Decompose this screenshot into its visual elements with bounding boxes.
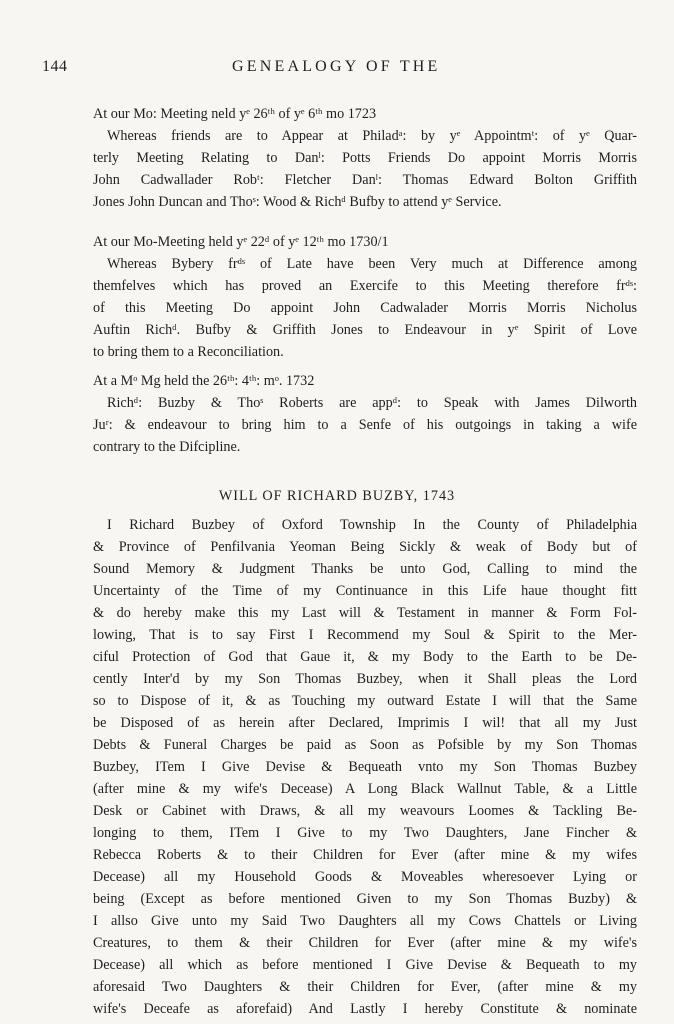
- text-line: Uncertainty of the Time of my Continuance in this Life haue thought fitt: [93, 583, 637, 599]
- minute-heading: At our Mo: Meeting neld yᵉ 26ᵗʰ of yᵉ 6ᵗʰ mo 1723: [93, 106, 377, 122]
- text-line: to bring them to a Reconciliation.: [93, 344, 284, 360]
- text-line: I allso Give unto my Said Two Daughters all my Cows Chattels or Living: [93, 913, 637, 929]
- minute-heading: At a Mᵒ Mg held the 26ᵗʰ: 4ᵗʰ: mᵒ. 1732: [93, 373, 315, 389]
- text-line: Desk or Cabinet with Draws, & all my weavours Loomes & Tackling Be-: [93, 803, 637, 819]
- text-line: Creatures, to them & their Children for Ever (after mine & my wife's: [93, 935, 637, 951]
- text-line: Decease) all my Household Goods & Moveables wheresoever Lying or: [93, 869, 637, 885]
- text-line: Jones John Duncan and Thoˢ: Wood & Richᵈ Bufby to attend yᵉ Service.: [93, 194, 502, 210]
- text-line: & do hereby make this my Last will & Testament in manner & Form Fol-: [93, 605, 637, 621]
- text-line: aforesaid Two Daughters & their Children for Ever, (after mine & my: [93, 979, 637, 995]
- text-line: John Cadwallader Robᵗ: Fletcher Danˡ: Thomas Edward Bolton Griffith: [93, 172, 637, 188]
- minute-entry: [93, 231, 637, 363]
- text-line: cently Inter'd by my Son Thomas Buzbey, when it Shall pleas the Lord: [93, 671, 637, 687]
- text-line: Rebecca Roberts & to their Children for Ever (after mine & my wifes: [93, 847, 637, 863]
- text-line: being (Except as before mentioned Given to my Son Thomas Buzby) &: [93, 891, 637, 907]
- text-line: Juʳ: & endeavour to bring him to a Senfe of his outgoings in taking a wife: [93, 417, 637, 433]
- text-line: (after mine & my wife's Decease) A Long Black Wallnut Table, & a Little: [93, 781, 637, 797]
- text-line: & Province of Penfilvania Yeoman Being Sickly & weak of Body but of: [93, 539, 637, 555]
- minute-heading: At our Mo-Meeting held yᵉ 22ᵈ of yᵉ 12ᵗʰ mo 1730/1: [93, 234, 389, 250]
- text-line: Auftin Richᵈ. Bufby & Griffith Jones to Endeavour in yᵉ Spirit of Love: [93, 322, 637, 338]
- text-line: ciful Protection of God that Gaue it, & my Body to the Earth to be De-: [93, 649, 637, 665]
- text-line: Decease) all which as before mentioned I Give Devise & Bequeath to my: [93, 957, 637, 973]
- text-line: be Disposed of as herein after Declared, Imprimis I wil! that all my Just: [93, 715, 637, 731]
- minute-entry: [93, 103, 637, 213]
- page-header: [0, 58, 674, 80]
- text-line: Buzbey, ITem I Give Devise & Bequeath vnto my Son Thomas Buzbey: [93, 759, 637, 775]
- will-text: [93, 514, 637, 1020]
- text-line: longing to them, ITem I Give to my Two Daughters, Jane Fincher &: [93, 825, 637, 841]
- text-line: of this Meeting Do appoint John Cadwalader Morris Morris Nicholus: [93, 300, 637, 316]
- text-line: contrary to the Difcipline.: [93, 439, 241, 455]
- text-line: lowing, That is to say First I Recommend my Soul & Spirit to the Mer-: [93, 627, 637, 643]
- page-number: 144: [42, 58, 68, 75]
- text-line: Whereas friends are to Appear at Philadᵃ: by yᵉ Appointmᵗ: of yᵉ Quar-: [107, 128, 637, 144]
- text-line: themfelves which has proved an Exercife to this Meeting therefore frᵈˢ:: [93, 278, 637, 294]
- text-line: Richᵈ: Buzby & Thoˢ Roberts are appᵈ: to Speak with James Dilworth: [107, 395, 637, 411]
- minute-entry: [93, 370, 637, 458]
- running-head: GENEALOGY OF THE: [232, 58, 441, 75]
- text-line: Debts & Funeral Charges be paid as Soon as Pofsible by my Son Thomas: [93, 737, 637, 753]
- text-line: I Richard Buzbey of Oxford Township In the County of Philadelphia: [107, 517, 637, 533]
- text-line: Sound Memory & Judgment Thanks be unto God, Calling to mind the: [93, 561, 637, 577]
- will-title: WILL OF RICHARD BUZBY, 1743: [218, 488, 456, 504]
- text-line: Whereas Bybery frᵈˢ of Late have been Very much at Difference among: [107, 256, 637, 272]
- text-line: wife's Deceafe as aforefaid) And Lastly I hereby Constitute & nominate: [93, 1001, 637, 1017]
- text-line: terly Meeting Relating to Danˡ: Potts Friends Do appoint Morris Morris: [93, 150, 637, 166]
- text-line: so to Dispose of it, & as Touching my outward Estate I will that the Same: [93, 693, 637, 709]
